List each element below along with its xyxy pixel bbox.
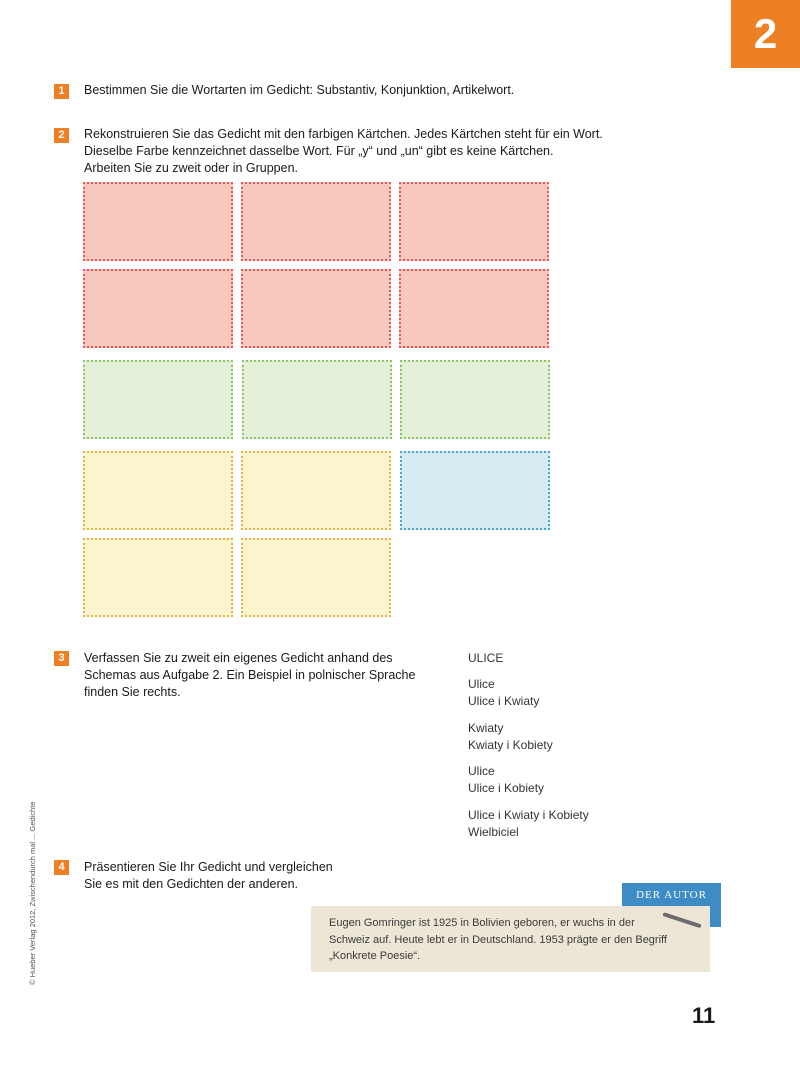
poem-stanza (468, 676, 539, 710)
task-2-line: Arbeiten Sie zu zweit oder in Gruppen. (84, 161, 299, 175)
word-card-green[interactable] (400, 360, 550, 439)
task-3-line: finden Sie rechts. (84, 685, 181, 699)
word-card-yellow[interactable] (241, 451, 391, 530)
task-number-4: 4 (54, 860, 69, 875)
task-number-2: 2 (54, 128, 69, 143)
poem-line: Ulice (468, 764, 495, 778)
poem-line: Ulice i Kwiaty i Kobiety (468, 808, 589, 822)
poem-stanza (468, 720, 553, 754)
task-1-text (84, 82, 514, 99)
task-3-line: Schemas aus Aufgabe 2. Ein Beispiel in polnischer Sprache (84, 668, 416, 682)
task-2-line: Dieselbe Farbe kennzeichnet dasselbe Wort. Für „y“ und „un“ gibt es keine Kärtchen. (84, 144, 554, 158)
task-3-text (84, 650, 415, 701)
task-1-line: Bestimmen Sie die Wortarten im Gedicht: Substantiv, Konjunktion, Artikelwort. (84, 83, 515, 97)
task-4-line: Sie es mit den Gedichten der anderen. (84, 877, 299, 891)
word-card-green[interactable] (83, 360, 233, 439)
word-card-green[interactable] (242, 360, 392, 439)
author-line: Schweiz auf. Heute lebt er in Deutschland. 1953 prägte er den Begriff (329, 933, 667, 946)
word-card-red[interactable] (241, 182, 391, 261)
task-2-text (84, 126, 603, 177)
author-label: DER AUTOR (622, 883, 721, 927)
task-4-line: Präsentieren Sie Ihr Gedicht und vergleichen (84, 860, 333, 874)
poem-stanza (468, 807, 589, 841)
poem-line: Kwiaty i Kobiety (468, 738, 553, 752)
poem-line: Wielbiciel (468, 825, 519, 839)
word-card-red[interactable] (399, 269, 549, 348)
word-card-yellow[interactable] (83, 451, 233, 530)
poem-line: Ulice i Kwiaty (468, 694, 540, 708)
author-line: Eugen Gomringer ist 1925 in Bolivien geboren, er wuchs in der (329, 917, 635, 929)
page-number: 11 (692, 1003, 716, 1028)
task-number-1: 1 (54, 84, 69, 99)
poem-stanza (468, 763, 544, 797)
poem-title: ULICE (468, 651, 504, 665)
word-card-yellow[interactable] (83, 538, 233, 617)
poem-line: Kwiaty (468, 721, 504, 735)
word-card-yellow[interactable] (241, 538, 391, 617)
word-card-red[interactable] (83, 269, 233, 348)
word-card-red[interactable] (241, 269, 391, 348)
copyright-credit: © Hueber Verlag 2012, Zwischendurch mal ... Gedichte (28, 801, 37, 985)
chapter-tab: 2 (731, 0, 800, 68)
task-number-3: 3 (54, 651, 69, 666)
word-card-blue[interactable] (400, 451, 550, 530)
author-info-box (311, 906, 710, 972)
task-3-line: Verfassen Sie zu zweit ein eigenes Gedicht anhand des (84, 651, 393, 665)
word-card-red[interactable] (399, 182, 549, 261)
poem-line: Ulice (468, 677, 495, 691)
task-2-line: Rekonstruieren Sie das Gedicht mit den farbigen Kärtchen. Jedes Kärtchen steht für ein Wort. (84, 127, 603, 141)
poem-line: Ulice i Kobiety (468, 781, 545, 795)
word-card-red[interactable] (83, 182, 233, 261)
author-line: „Konkrete Poesie“. (329, 950, 421, 962)
task-4-text (84, 859, 333, 893)
